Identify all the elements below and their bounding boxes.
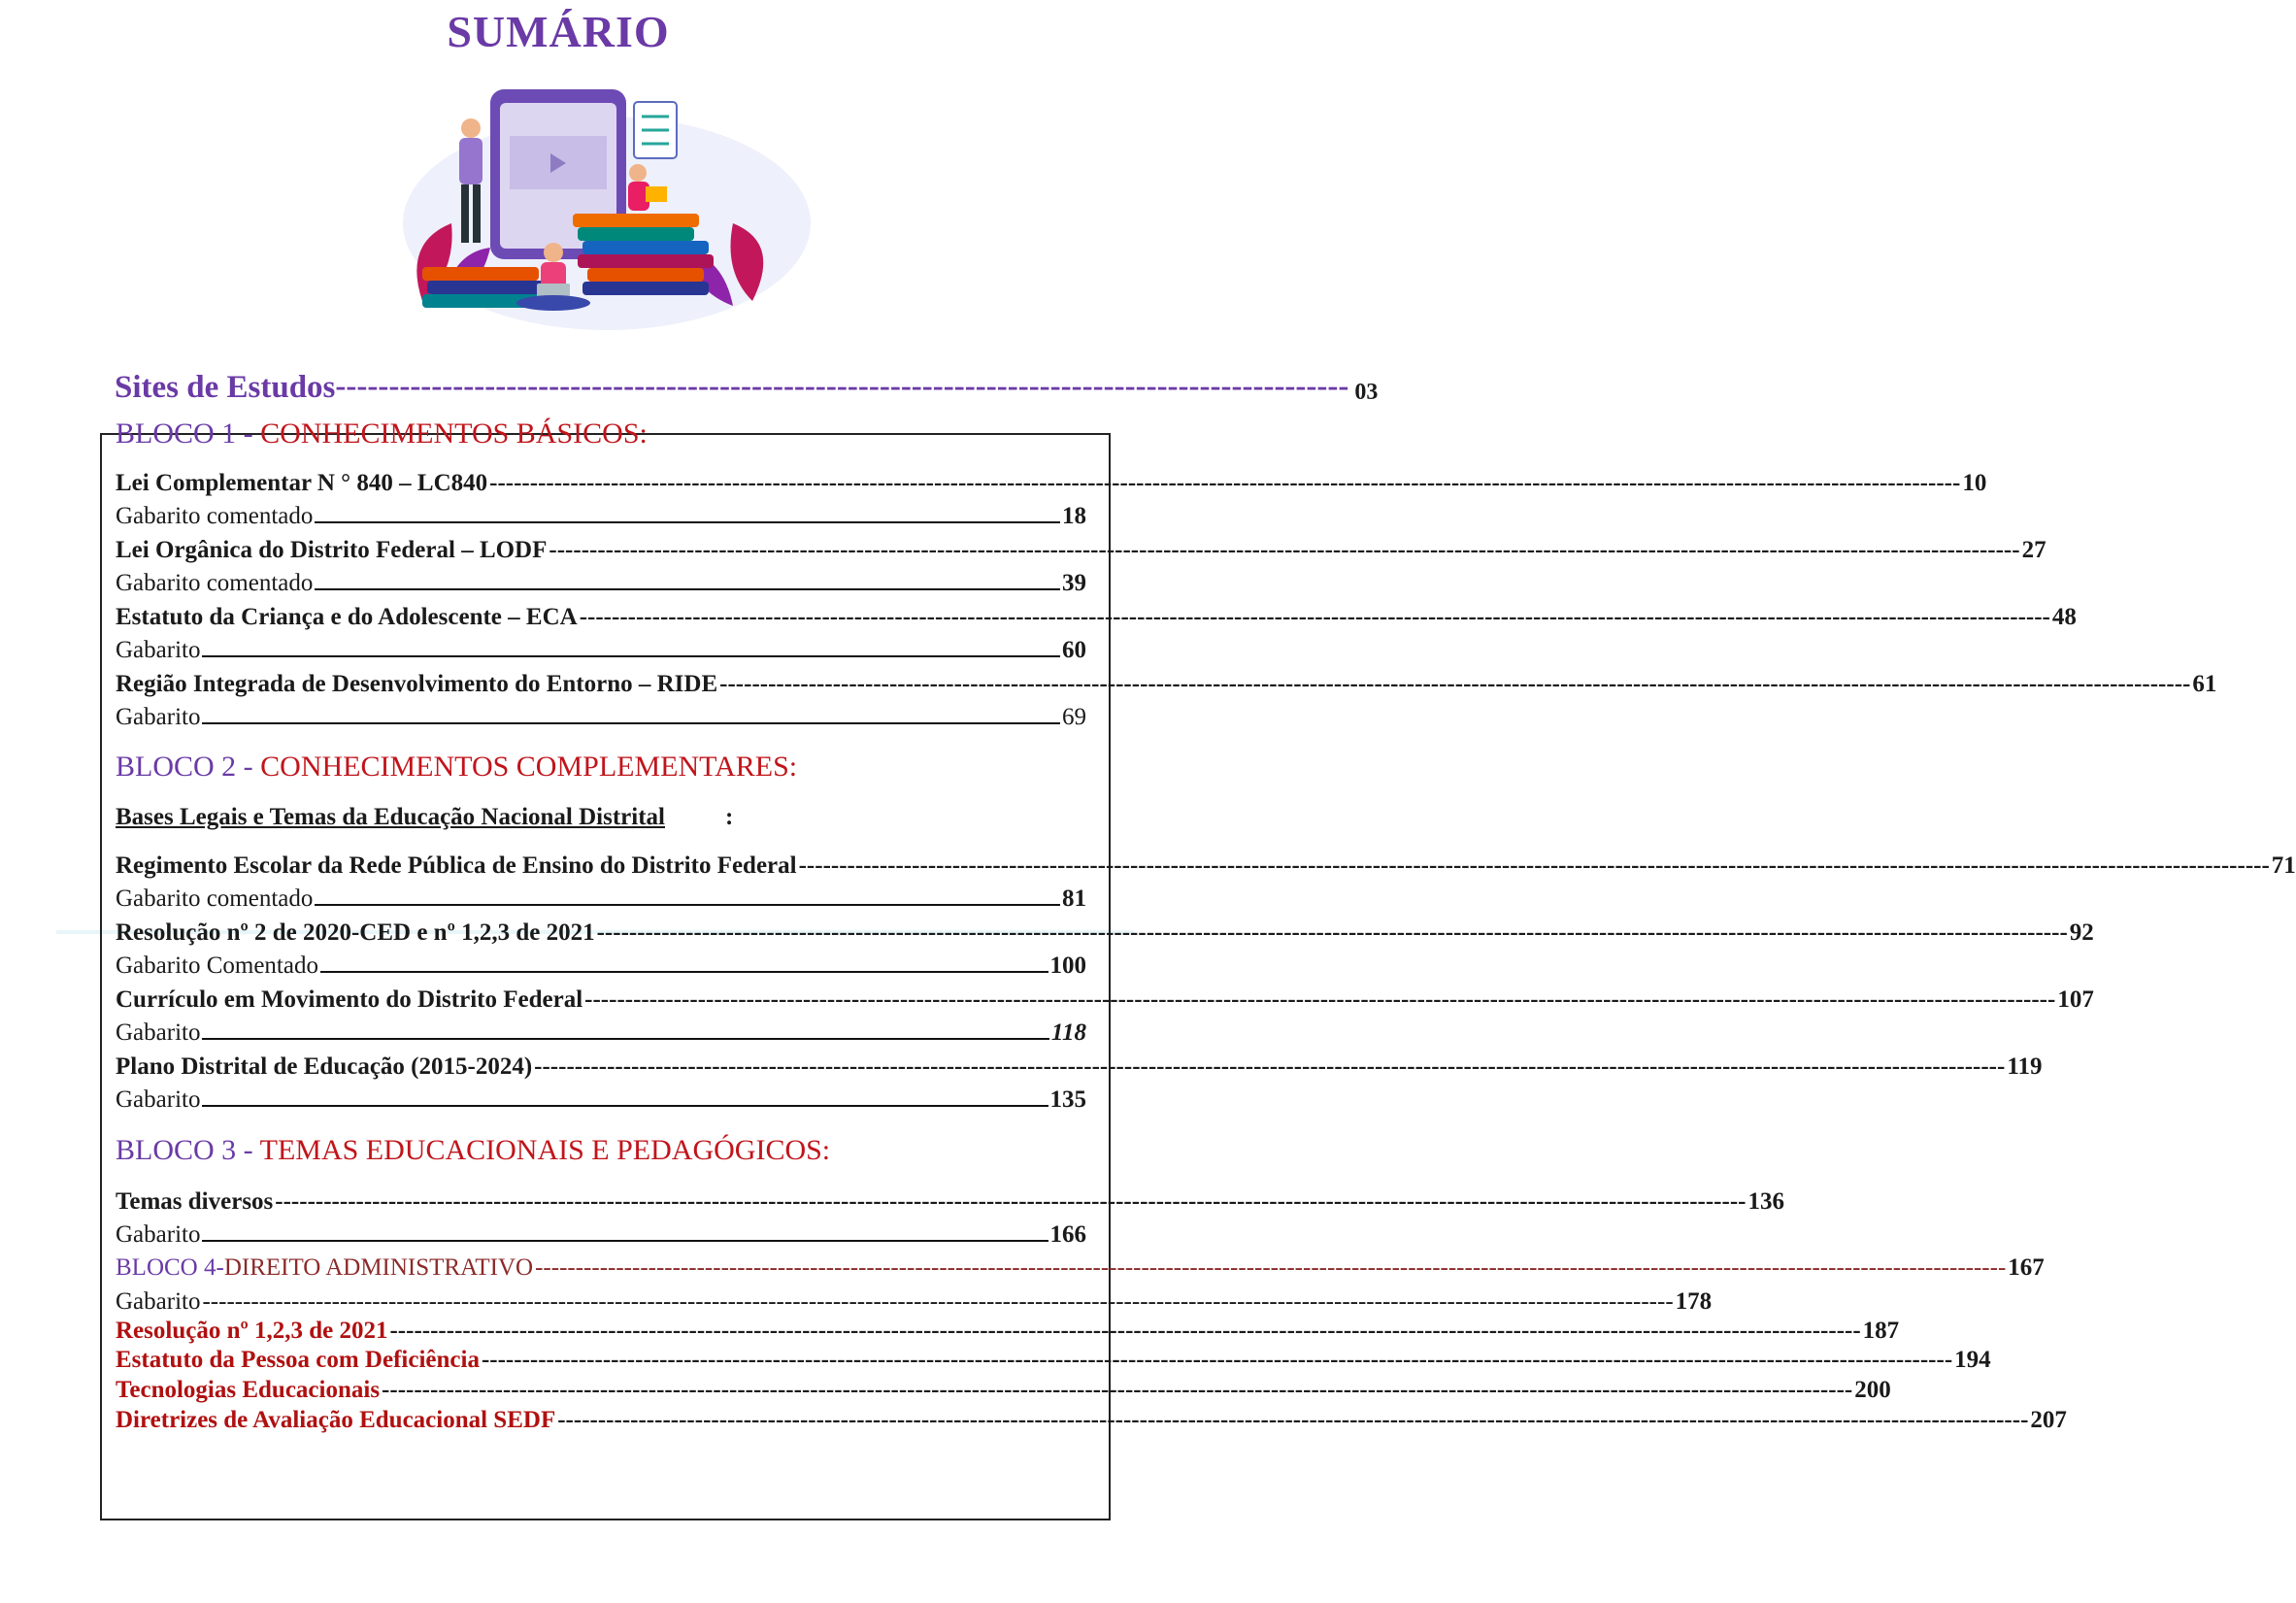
entry-label: Sites de Estudos: [115, 370, 336, 405]
toc-entry[interactable]: Regimento Escolar da Rede Pública de Ensino do Distrito Federal ----- 71: [116, 851, 1086, 882]
toc-entry[interactable]: Gabarito 60: [116, 637, 1086, 663]
toc-box: [100, 417, 2296, 1520]
toc-entry[interactable]: Gabarito comentado 39: [116, 570, 1086, 596]
toc-entry[interactable]: Gabarito 118: [116, 1019, 1086, 1046]
sites-de-estudos-entry[interactable]: [115, 367, 1379, 406]
page-title: SUMÁRIO: [447, 7, 670, 56]
toc-entry[interactable]: Gabarito Comentado 100: [116, 952, 1086, 979]
toc-entry[interactable]: Resolução nº 2 de 2020-CED e nº 1,2,3 de 2021 ----- 92: [116, 918, 1086, 949]
toc-entry[interactable]: Lei Complementar N ° 840 – LC840 ----- 10: [116, 468, 1086, 499]
toc-entry[interactable]: Gabarito comentado 81: [116, 885, 1086, 912]
toc-entry[interactable]: Gabarito comentado 18: [116, 503, 1086, 529]
bloco-2-subtitle: Bases Legais e Temas da Educação Nacional Distrital: [116, 804, 665, 830]
education-illustration: [383, 78, 811, 345]
toc-entry[interactable]: Diretrizes de Avaliação Educacional SEDF ----- 207: [116, 1405, 1086, 1436]
bloco-3-heading: BLOCO 3 - TEMAS EDUCACIONAIS E PEDAGÓGICOS:: [116, 1134, 831, 1166]
toc-entry[interactable]: Currículo em Movimento do Distrito Federal ----- 107: [116, 985, 1086, 1016]
toc-entry[interactable]: Gabarito 135: [116, 1086, 1086, 1113]
toc-entry[interactable]: Lei Orgânica do Distrito Federal – LODF ----- 27: [116, 535, 1086, 566]
bloco-1-heading: BLOCO 1 - CONHECIMENTOS BÁSICOS:: [116, 417, 648, 450]
toc-entry[interactable]: Estatuto da Pessoa com Deficiência ----- 194: [116, 1345, 1086, 1376]
dot-leader: -----------------------------------------------------------------------------------------------: [335, 369, 1349, 404]
toc-entry[interactable]: Plano Distrital de Educação (2015-2024) ----- 119: [116, 1052, 1086, 1083]
bloco-2-heading: BLOCO 2 - CONHECIMENTOS COMPLEMENTARES:: [116, 751, 798, 783]
bloco-4-heading[interactable]: BLOCO 4- DIREITO ADMINISTRATIVO ----- 167: [116, 1252, 1086, 1284]
subtitle-colon: :: [725, 804, 734, 830]
toc-entry[interactable]: Região Integrada de Desenvolvimento do Entorno – RIDE ----- 61: [116, 669, 1086, 700]
toc-entry[interactable]: Estatuto da Criança e do Adolescente – ECA ----- 48: [116, 602, 1086, 633]
toc-entry[interactable]: Gabarito ----- 178: [116, 1286, 1086, 1318]
page-number: 03: [1354, 380, 1379, 405]
toc-entry[interactable]: Resolução nº 1,2,3 de 2021 ----- 187: [116, 1316, 1086, 1347]
toc-entry[interactable]: Gabarito 69: [116, 704, 1086, 730]
toc-entry[interactable]: Gabarito 166: [116, 1221, 1086, 1248]
toc-entry[interactable]: Tecnologias Educacionais ----- 200: [116, 1375, 1086, 1406]
toc-entry[interactable]: Temas diversos ----- 136: [116, 1186, 1086, 1218]
